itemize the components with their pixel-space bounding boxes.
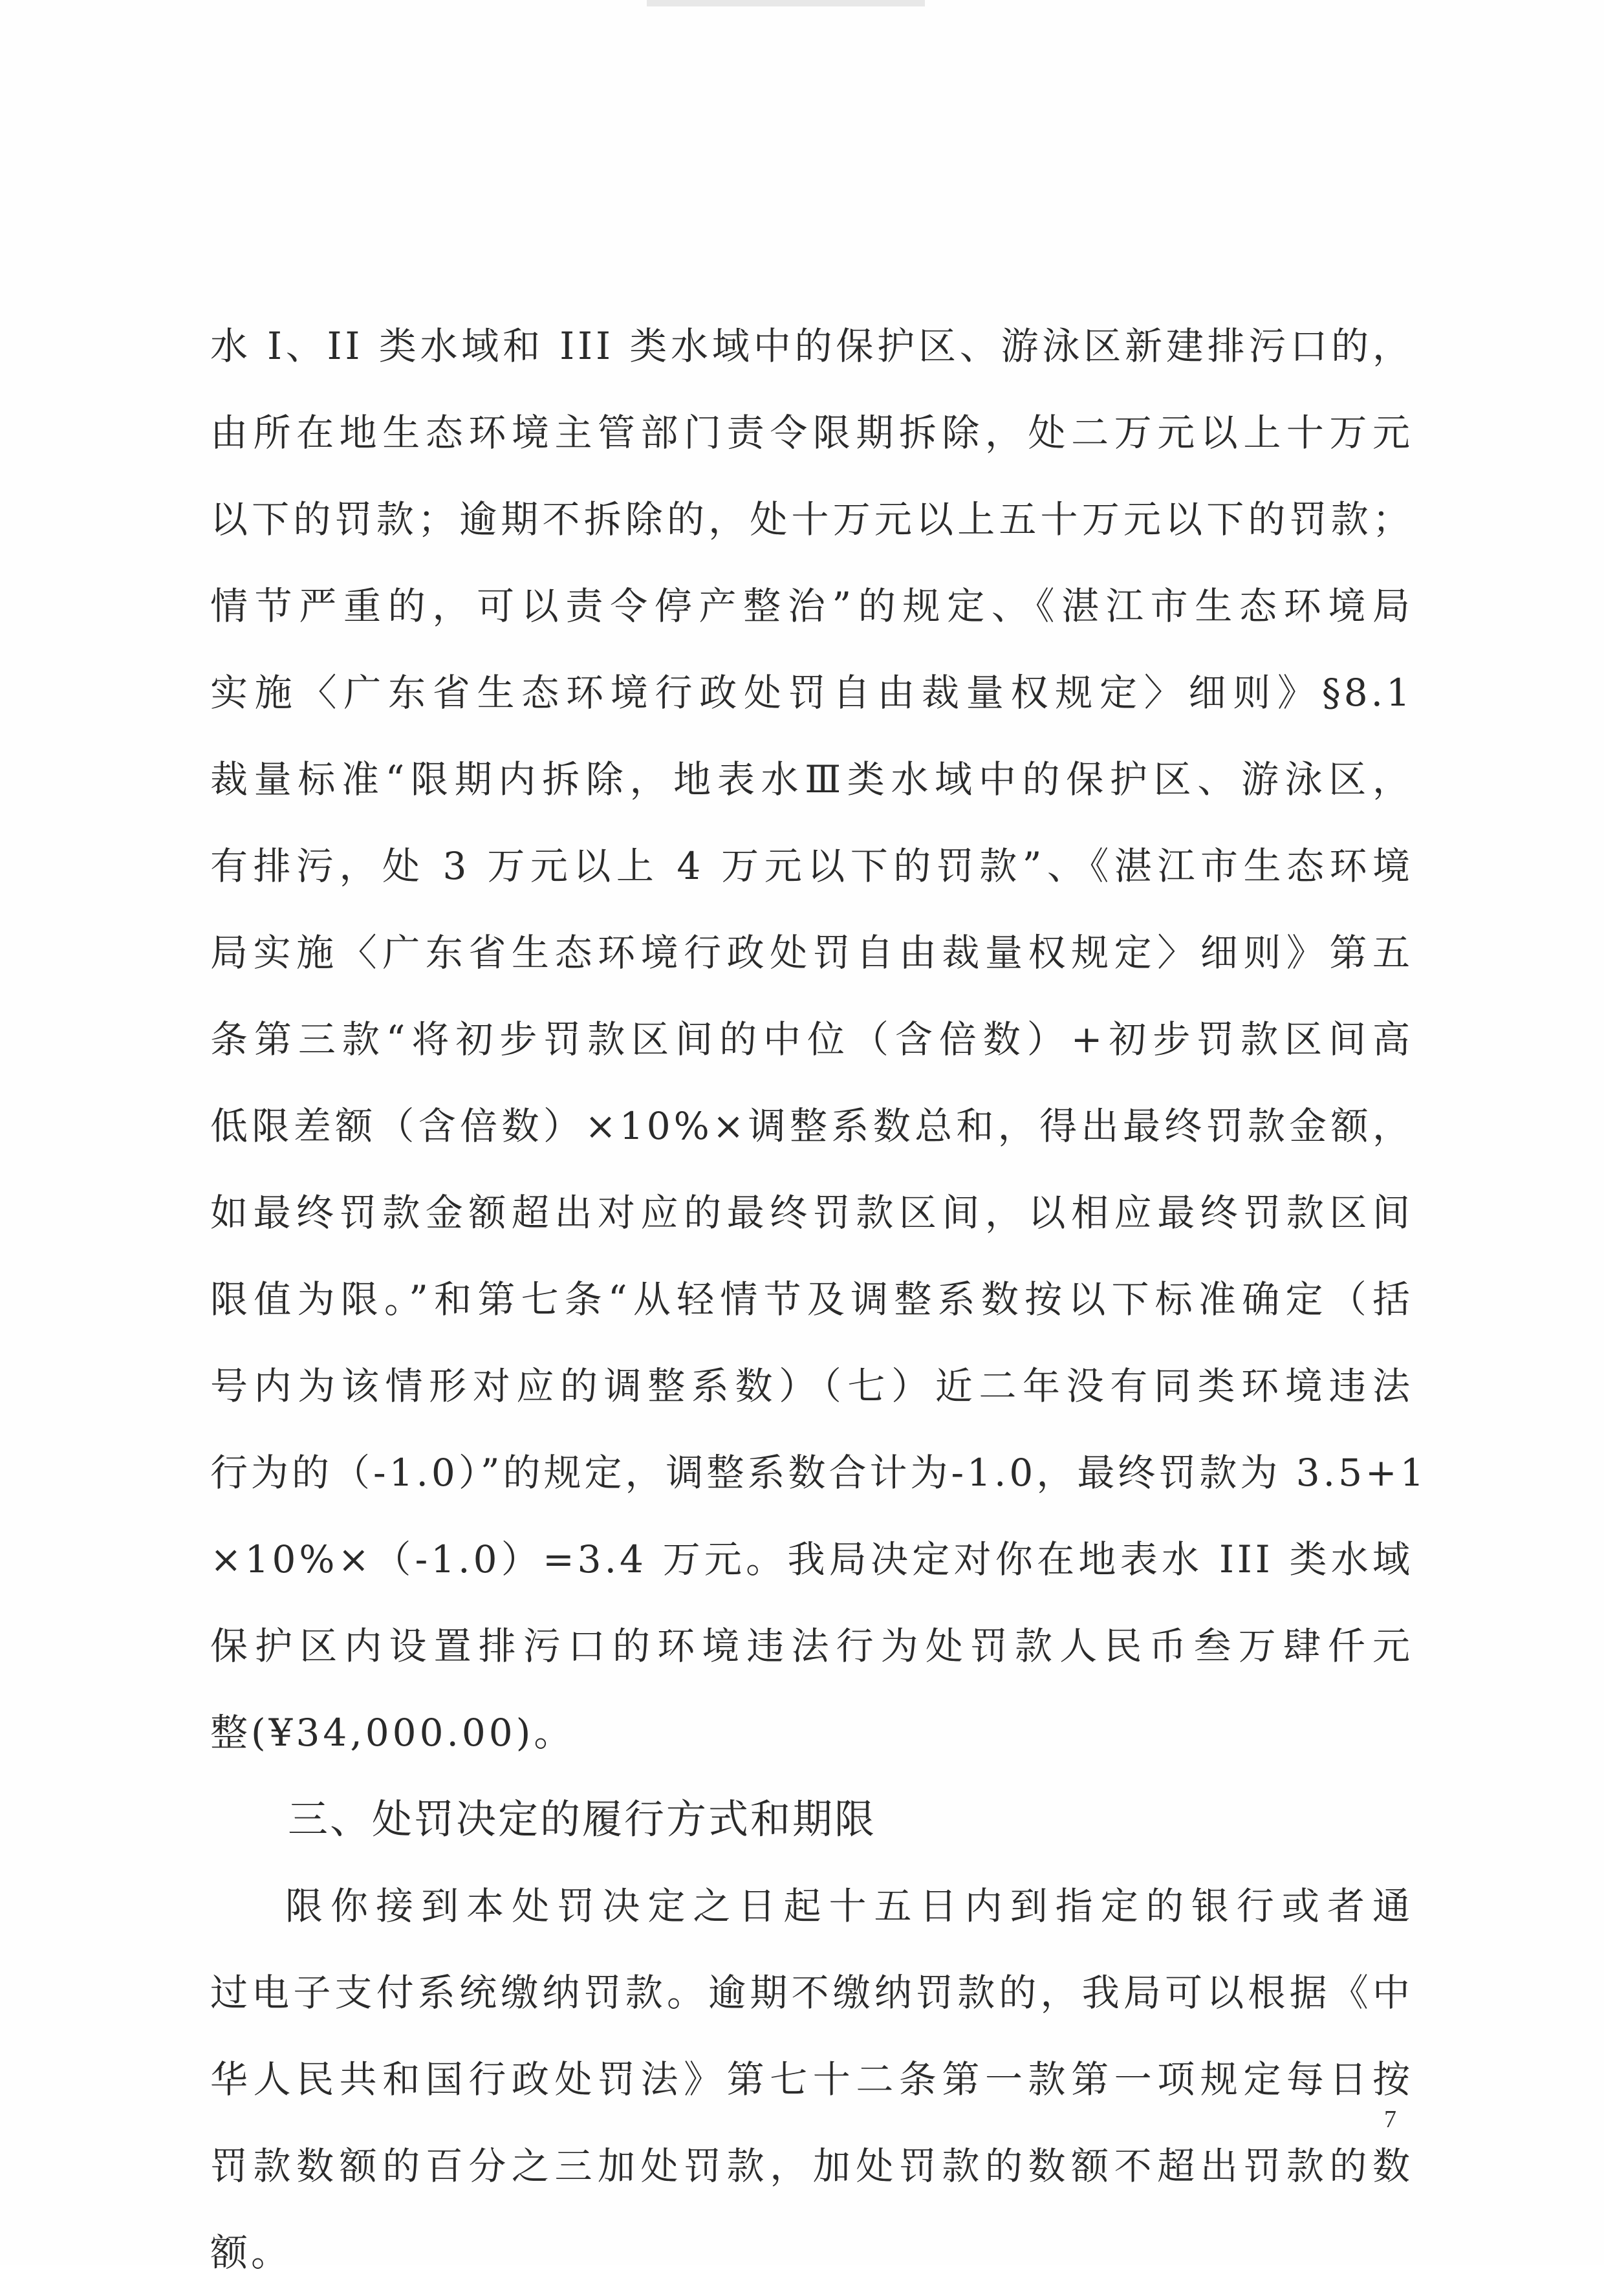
section-line: 华人民共和国行政处罚法》第七十二条第一款第一项规定每日按 <box>210 2057 1413 2101</box>
body-line: 实施〈广东省生态环境行政处罚自由裁量权规定〉细则》§8.1 <box>210 671 1413 715</box>
body-line: 裁量标准“限期内拆除，地表水Ⅲ类水域中的保护区、游泳区， <box>210 757 1413 801</box>
body-line: 号内为该情形对应的调整系数）（七）近二年没有同类环境违法 <box>210 1364 1413 1408</box>
body-line: 行为的（-1.0）”的规定，调整系数合计为-1.0，最终罚款为 3.5+1 <box>210 1451 1427 1495</box>
body-line: 局实施〈广东省生态环境行政处罚自由裁量权规定〉细则》第五 <box>210 931 1413 975</box>
body-line: 如最终罚款金额超出对应的最终罚款区间，以相应最终罚款区间 <box>210 1191 1413 1235</box>
body-line: 以下的罚款；逾期不拆除的，处十万元以上五十万元以下的罚款； <box>210 497 1413 541</box>
section-heading: 三、处罚决定的履行方式和期限 <box>288 1795 877 1843</box>
page-number: 7 <box>1384 2106 1396 2133</box>
body-line: 限值为限。”和第七条“从轻情节及调整系数按以下标准确定（括 <box>210 1277 1413 1321</box>
scan-edge-mark <box>647 0 925 6</box>
body-line: 有排污，处 3 万元以上 4 万元以下的罚款”、《湛江市生态环境 <box>210 844 1413 888</box>
body-line: ×10%×（-1.0）=3.4 万元。我局决定对你在地表水 III 类水域 <box>210 1537 1413 1581</box>
body-line: 由所在地生态环境主管部门责令限期拆除，处二万元以上十万元 <box>210 411 1413 455</box>
section-line: 限你接到本处罚决定之日起十五日内到指定的银行或者通 <box>285 1884 1413 1928</box>
body-line: 保护区内设置排污口的环境违法行为处罚款人民币叁万肆仟元 <box>210 1624 1413 1668</box>
section-line: 过电子支付系统缴纳罚款。逾期不缴纳罚款的，我局可以根据《中 <box>210 1971 1413 2015</box>
body-line: 低限差额（含倍数）×10%×调整系数总和，得出最终罚款金额， <box>210 1104 1413 1148</box>
body-line: 整(¥34,000.00)。 <box>210 1711 575 1755</box>
document-body <box>210 303 1427 2296</box>
body-line: 水 I、II 类水域和 III 类水域中的保护区、游泳区新建排污口的， <box>210 324 1413 368</box>
body-line: 情节严重的，可以责令停产整治”的规定、《湛江市生态环境局 <box>210 584 1413 628</box>
section-line: 罚款数额的百分之三加处罚款，加处罚款的数额不超出罚款的数 <box>210 2144 1413 2188</box>
body-line: 条第三款“将初步罚款区间的中位（含倍数）+初步罚款区间高 <box>210 1017 1413 1061</box>
section-line: 额。 <box>210 2231 292 2275</box>
